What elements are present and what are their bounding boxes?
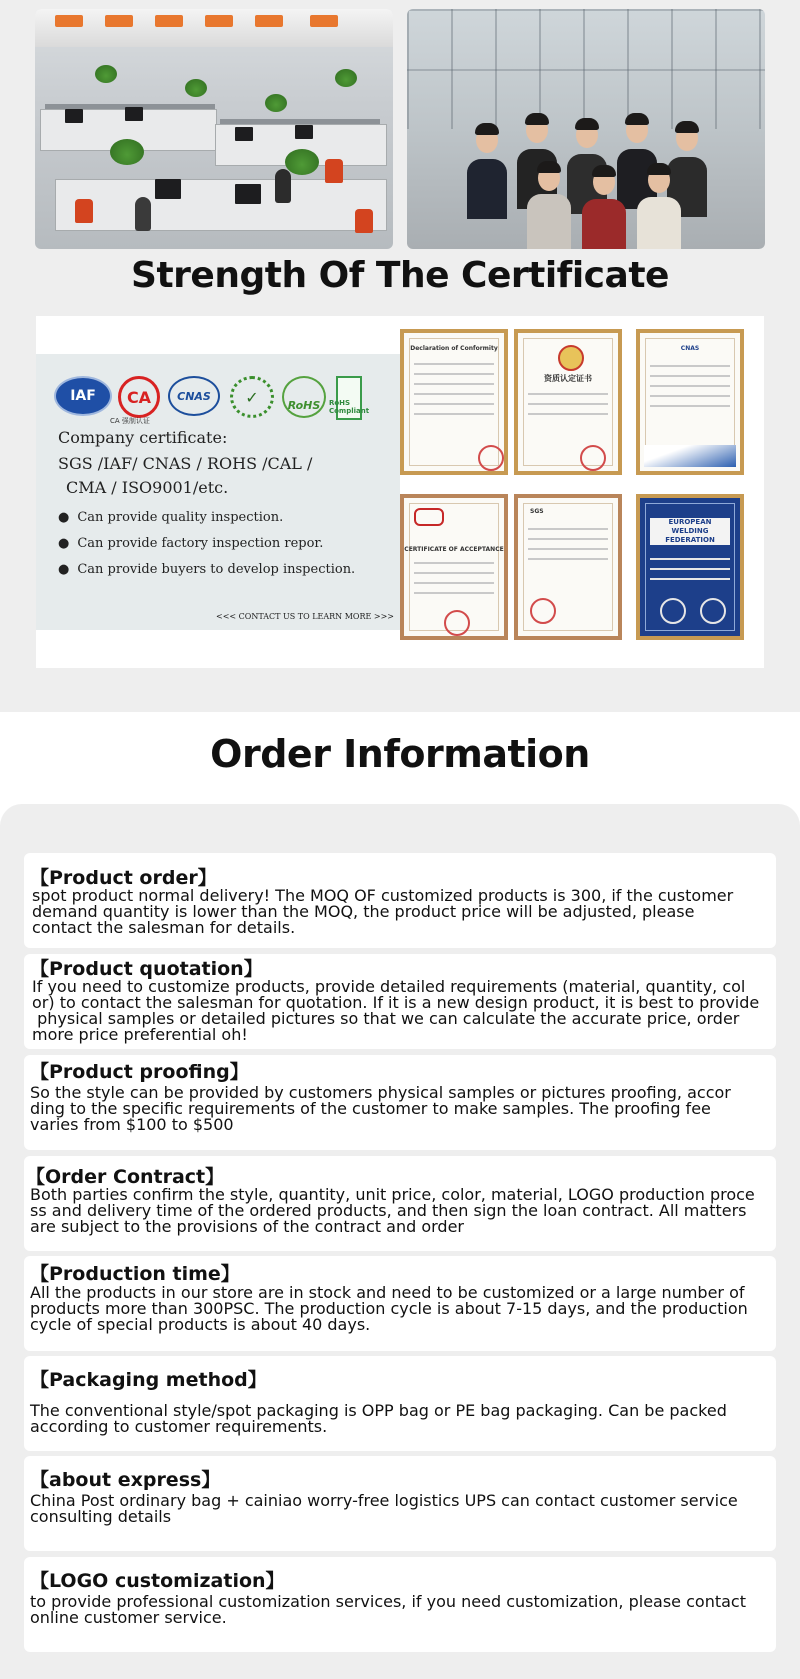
- card-text-line: varies from $100 to $500: [30, 1115, 234, 1134]
- plant: [95, 65, 117, 83]
- banner-decoration: [105, 15, 133, 27]
- chair: [325, 159, 343, 183]
- card-body: [32, 888, 768, 936]
- certificate-list-line: SGS /IAF/ CNAS / ROHS /CAL /: [58, 454, 313, 473]
- card-text-line: spot product normal delivery! The MOQ OF customized products is 300, if the customer: [32, 886, 734, 905]
- plant: [110, 139, 144, 165]
- card-title: 【Packaging method】: [30, 1369, 267, 1391]
- card-text-line: physical samples or detailed pictures so that we can calculate the accurate price, order: [32, 1009, 740, 1028]
- certification-logos: [50, 372, 390, 425]
- banner-decoration: [55, 15, 83, 27]
- card-text-line: So the style can be provided by customers physical samples or pictures proofing, accor: [30, 1083, 731, 1102]
- card-text-line: If you need to customize products, provide detailed requirements (material, quantity, col: [32, 977, 746, 996]
- plant: [185, 79, 207, 97]
- certificate-list-line: CMA / ISO9001/etc.: [66, 478, 229, 497]
- person-hair: [525, 113, 549, 125]
- company-certificate-label: Company certificate:: [58, 428, 228, 447]
- inspection-bullet: ● Can provide buyers to develop inspection.: [58, 562, 355, 577]
- card-text-line: All the products in our store are in stock and need to be customized or a large number of: [30, 1283, 745, 1302]
- monitor: [65, 109, 83, 123]
- card-text-line: are subject to the provisions of the contract and order: [30, 1217, 464, 1236]
- certificate-title: Declaration of Conformity: [410, 345, 498, 352]
- banner-decoration: [255, 15, 283, 27]
- card-text-line: Both parties confirm the style, quantity, unit price, color, material, LOGO production proce: [30, 1185, 755, 1204]
- production-time-card: [24, 1256, 776, 1351]
- cnas-logo: CNAS: [168, 376, 220, 416]
- person-hair: [592, 165, 616, 177]
- chair: [75, 199, 93, 223]
- card-title: 【Product quotation】: [30, 958, 263, 980]
- plant: [335, 69, 357, 87]
- order-information-heading: Order Information: [210, 732, 590, 776]
- team-photo: [407, 9, 765, 249]
- ca-caption: CA 强制认证: [110, 417, 150, 425]
- card-text-line: more price preferential oh!: [32, 1025, 248, 1044]
- ca-logo: CA: [118, 376, 160, 418]
- contact-us-link[interactable]: <<< CONTACT US TO LEARN MORE >>>: [216, 612, 394, 621]
- inspection-bullet: ● Can provide factory inspection repor.: [58, 536, 323, 551]
- iaf-logo: IAF: [54, 376, 112, 416]
- seal-icon: [660, 598, 686, 624]
- card-title: 【Production time】: [30, 1263, 240, 1285]
- product-quotation-card: [24, 954, 776, 1049]
- blue-wave-decoration: [644, 445, 736, 467]
- person: [275, 169, 291, 203]
- person: [527, 194, 571, 249]
- card-body: [30, 1187, 768, 1235]
- card-text-line: or) to contact the salesman for quotation. If it is a new design product, it is best to provide: [32, 993, 760, 1012]
- card-text-line: online customer service.: [30, 1608, 227, 1627]
- order-contract-card: [24, 1156, 776, 1251]
- monitor: [295, 125, 313, 139]
- card-text-line: to provide professional customization services, if you need customization, please contact: [30, 1592, 746, 1611]
- chair: [355, 209, 373, 233]
- card-text-line: consulting details: [30, 1507, 172, 1526]
- certificate-section: [0, 0, 800, 712]
- card-body: [32, 979, 768, 1043]
- card-body: [30, 1085, 768, 1133]
- inspection-bullet: ● Can provide quality inspection.: [58, 510, 283, 525]
- logo-customization-card: [24, 1557, 776, 1652]
- rohs-compliant-logo: RoHS Compliant: [336, 376, 362, 420]
- rohs-logo: RoHS: [282, 376, 326, 418]
- banner-decoration: [310, 15, 338, 27]
- certificate-title: SGS: [530, 508, 544, 515]
- certificate-title: CERTIFICATE OF ACCEPTANCE: [404, 546, 504, 553]
- monitor: [125, 107, 143, 121]
- card-title: 【Order Contract】: [26, 1166, 225, 1188]
- office-photo: [35, 9, 393, 249]
- certificate-title: 资质认定证书: [544, 374, 592, 383]
- certificate-title: EUROPEAN WELDING FEDERATION: [650, 518, 730, 545]
- card-body: [30, 1493, 768, 1525]
- office-desk: [55, 179, 387, 231]
- certificate-document: [400, 329, 508, 475]
- seal-icon: [530, 598, 556, 624]
- banner-decoration: [155, 15, 183, 27]
- card-text-line: China Post ordinary bag + cainiao worry-free logistics UPS can contact customer service: [30, 1491, 738, 1510]
- certificate-document: [636, 494, 744, 640]
- card-text-line: products more than 300PSC. The production cycle is about 7-15 days, and the production: [30, 1299, 748, 1318]
- card-text-line: contact the salesman for details.: [32, 918, 296, 937]
- person: [582, 199, 626, 249]
- card-title: 【LOGO customization】: [30, 1570, 285, 1592]
- packaging-method-card: [24, 1356, 776, 1451]
- plant: [265, 94, 287, 112]
- person: [637, 197, 681, 249]
- certificate-title: CNAS: [680, 345, 700, 352]
- card-title: 【Product proofing】: [30, 1061, 249, 1083]
- check-wreath-icon: ✓: [230, 376, 274, 418]
- card-body: [30, 1594, 768, 1626]
- person-hair: [647, 163, 671, 175]
- person-hair: [575, 118, 599, 130]
- met-logo: [414, 508, 444, 526]
- monitor: [235, 127, 253, 141]
- seal-icon: [444, 610, 470, 636]
- person-hair: [475, 123, 499, 135]
- person: [467, 159, 507, 219]
- card-text-line: ding to the specific requirements of the customer to make samples. The proofing fee: [30, 1099, 711, 1118]
- monitor: [155, 179, 181, 199]
- monitor: [235, 184, 261, 204]
- certificate-document: [514, 494, 622, 640]
- card-body: [30, 1285, 768, 1333]
- card-text-line: cycle of special products is about 40 days.: [30, 1315, 371, 1334]
- person-hair: [625, 113, 649, 125]
- card-title: 【about express】: [30, 1469, 221, 1491]
- certificate-document: [400, 494, 508, 640]
- emblem-icon: [558, 345, 584, 371]
- person-hair: [537, 161, 561, 173]
- seal-icon: [478, 445, 504, 471]
- person: [135, 197, 151, 231]
- certificate-document: [514, 329, 622, 475]
- office-windows: [407, 9, 765, 129]
- seal-icon: [700, 598, 726, 624]
- certificate-banner: [36, 316, 764, 668]
- person-hair: [675, 121, 699, 133]
- card-text-line: The conventional style/spot packaging is OPP bag or PE bag packaging. Can be packed: [30, 1401, 727, 1420]
- card-text-line: according to customer requirements.: [30, 1417, 328, 1436]
- plant: [285, 149, 319, 175]
- product-proofing-card: [24, 1055, 776, 1150]
- seal-icon: [580, 445, 606, 471]
- about-express-card: [24, 1456, 776, 1551]
- product-order-card: [24, 853, 776, 948]
- banner-decoration: [205, 15, 233, 27]
- certificate-info-panel: [36, 354, 400, 630]
- card-text-line: demand quantity is lower than the MOQ, the product price will be adjusted, please: [32, 902, 695, 921]
- card-text-line: ss and delivery time of the ordered products, and then sign the loan contract. All matters: [30, 1201, 747, 1220]
- card-body: [30, 1403, 768, 1435]
- certificate-document: [636, 329, 744, 475]
- certificate-heading: Strength Of The Certificate: [131, 255, 669, 296]
- card-title: 【Product order】: [30, 867, 217, 889]
